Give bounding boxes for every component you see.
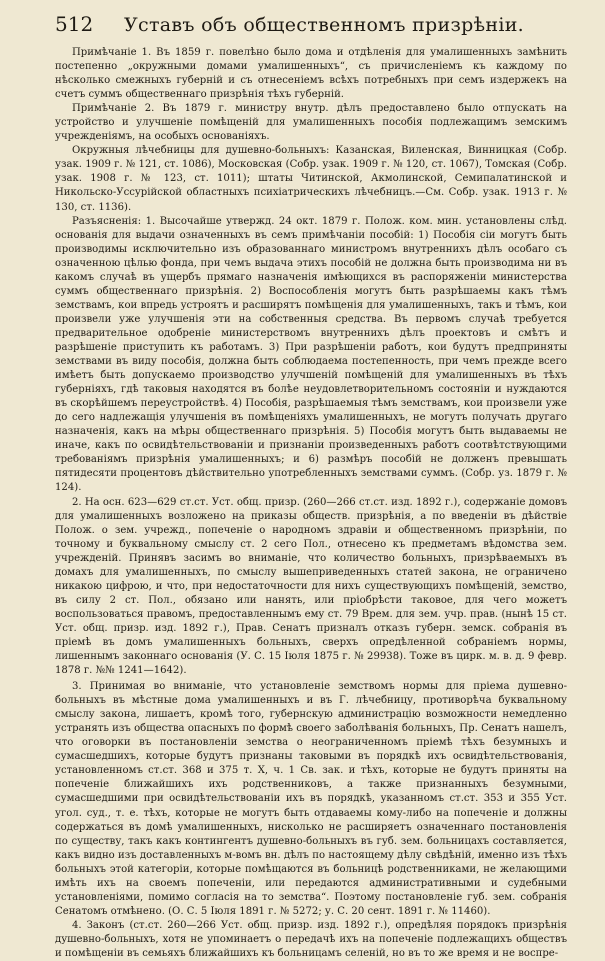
explanation-3-paragraph: 3. Принимая во вниманіе, что установленіе земствомъ нормы для пріема душевно-больныхъ въ мѣстные дома умалишенныхъ и въ Г. лѣчебницу, противорѣча буквальному смыслу закона, лишаетъ, кромѣ того, губернскую администрацію возможности немедленно устранять изъ общества опасныхъ по формѣ своего заболѣванія больныхъ, Пр. Сенатъ нашелъ, что оговорки въ постановленіи земства о неограниченномъ пріемѣ тѣхъ безумныхъ и сумасшедшихъ, которые будутъ признаны таковыми въ порядкѣ ихъ освидѣтельствованія, установленномъ ст.ст. 368 и 375 т. X, ч. 1 Св. зак. и тѣхъ, которые не будутъ приняты на попеченіе ближайшихъ ихъ родственниковъ, а также признанныхъ безумными, сумасшедшими при освидѣтельствованіи ихъ въ порядкѣ, указанномъ ст.ст. 353 и 355 Уст. угол. суд., т. е. тѣхъ, которые не могутъ быть отдаваемы кому-либо на попеченіе и должны содержаться въ домѣ умалишенныхъ, нисколько не расширяетъ означеннаго постановленія по существу, такъ какъ контингентъ душевно-больныхъ въ губ. зем. больницахъ составляется, какъ видно изъ доставленныхъ м-вомъ вн. дѣлъ по настоящему дѣлу свѣдѣній, именно изъ тѣхъ больныхъ этой категоріи, которые помѣщаются въ больницѣ родственниками, не желающими имѣть ихъ на своемъ попеченіи, или передаются административными и судебными установленіями, помимо согласія на то земства“. Поэтому постановленіе губ. зем. собранія Сенатомъ отмѣнено. (О. С. 5 Іюля 1891 г. № 5272; у. С. 20 сент. 1891 г. № 11460). [55,681,567,917]
explanation-1-paragraph: Разъясненія: 1. Высочайше утвержд. 24 окт. 1879 г. Полож. ком. мин. установлены слѣд. основанія для выдачи означенныхъ въ семъ примѣчаніи пособій: 1) Пособія сіи могутъ быть производимы исключительно изъ образованнаго министромъ внутреннихъ дѣлъ особаго съ означенною цѣлью фонда, при чемъ выдача этихъ пособій не должна быть производима ни въ какомъ случаѣ въ ущербъ прямаго назначенія имѣющихся въ распоряженіи министерства суммъ общественнаго призрѣнія. 2) Воспособленія могутъ быть разрѣшаемы какъ тѣмъ земствамъ, кои впредь устроятъ и расширятъ помѣщенія для умалишенныхъ, такъ и тѣмъ, кои произвели уже улучшенія эти на собственныя средства. Въ первомъ случаѣ требуется предварительное одобреніе министерствомъ внутреннихъ дѣлъ проектовъ и смѣтъ и разрѣшеніе приступить къ работамъ. 3) При разрѣшеніи работъ, кои будутъ предприняты земствами въ виду пособія, должна быть соблюдаема постепенность, при чемъ прежде всего имѣетъ быть допускаемо производство улучшеній помѣщеній для умалишенныхъ въ тѣхъ губерніяхъ, гдѣ таковыя находятся въ болѣе неудовлетворительномъ состояніи и нуждаются въ скорѣйшемъ переустройствѣ. 4) Пособія, разрѣшаемыя тѣмъ земствамъ, кои произвели уже до сего надлежащія улучшенія въ помѣщеніяхъ умалишенныхъ, не могутъ получать другаго назначенія, какъ на мѣры общественнаго призрѣнія. 5) Пособія могутъ быть выдаваемы не иначе, какъ по освидѣтельствованіи и признаніи произведенныхъ работъ соотвѣтствующими требованіямъ призрѣнія умалишенныхъ; и 6) размѣръ пособій не долженъ превышать пятидесяти процентовъ дѣйствительно употребленныхъ земствами суммъ. (Собр. уз. 1879 г. № 124). [55,215,567,494]
note-1-paragraph: Примѣчаніе 1. Въ 1859 г. повелѣно было дома и отдѣленія для умалишенныхъ замѣнить постепенно „окружными домами умалишенныхъ“, съ причисленіемъ къ каждому по нѣсколько смежныхъ губерній и съ отнесеніемъ всѣхъ потребныхъ при семъ издержекъ на счетъ суммъ общественнаго призрѣнія тѣхъ губерній. [55,47,567,101]
page-header [55,12,567,46]
body-text [55,46,567,961]
note-2-paragraph: Примѣчаніе 2. Въ 1879 г. министру внутр. дѣлъ предоставлено было отпускать на устройство и улучшеніе помѣщеній для умалишенныхъ пособія подлежащимъ земскимъ учрежденіямъ, на особыхъ основаніяхъ. [55,103,567,143]
explanation-4-paragraph: 4. Законъ (ст.ст. 260—266 Уст. общ. призр. изд. 1892 г.), опредѣляя порядокъ призрѣнія душевно-больныхъ, хотя не упоминаетъ о передачѣ ихъ на попеченіе подлежащихъ обществъ и помѣщеніи въ семьяхъ ближайшихъ къ больницамъ селеній, но въ то же время и не воспре- [55,919,567,959]
page-number: 512 [55,12,94,36]
explanation-2-paragraph: 2. На осн. 623—629 ст.ст. Уст. общ. призр. (260—266 ст.ст. изд. 1892 г.), содержаніе домовъ для умалишенныхъ возложено на приказы обществ. призрѣнія, а по введеніи въ дѣйствіе Полож. о зем. учрежд., попеченіе о народномъ здравіи и общественномъ призрѣніи, по точному и буквальному смыслу ст. 2 сего Пол., отнесено къ предметамъ вѣдомства зем. учрежденій. Принявъ засимъ во вниманіе, что количество больныхъ, призрѣваемыхъ въ домахъ для умалишенныхъ, по смыслу вышеприведенныхъ статей закона, не ограничено никакою цифрою, и что, при недостаточности для нихъ существующихъ помѣщеній, земство, въ силу 2 ст. Пол., обязано или нанять, или пріобрѣсти таковое, для чего можетъ воспользоваться правомъ, предоставленнымъ ему ст. 79 Врем. для зем. учр. прав. (нынѣ 15 ст. Уст. общ. призр. изд. 1892 г.), Прав. Сенатъ призналъ отказъ губерн. земск. собранія въ пріемѣ въ домъ умалишенныхъ больныхъ, сверхъ опредѣленной собраніемъ нормы, лишеннымъ законнаго основанія (У. С. 15 Іюля 1875 г. № 29938). Тоже въ цирк. м. в. д. 9 февр. 1878 г. №№ 1241—1642). [55,496,567,677]
district-hospitals-paragraph: Окружныя лѣчебницы для душевно-больныхъ: Казанская, Виленская, Винницкая (Собр. узак. 1909 г. № 121, ст. 1086), Московская (Собр. узак. 1909 г. № 120, ст. 1067), Томская (Собр. узак. 1908 г. № 123, ст. 1011); штаты Читинской, Акмолинской, Семипалатинской и Никольско-Уссурійской областныхъ психіатрическихъ лѣчебницъ.—См. Собр. узак. 1913 г. № 130, ст. 1136). [55,145,567,213]
running-title: Уставъ объ общественномъ призрѣніи. [123,14,524,36]
